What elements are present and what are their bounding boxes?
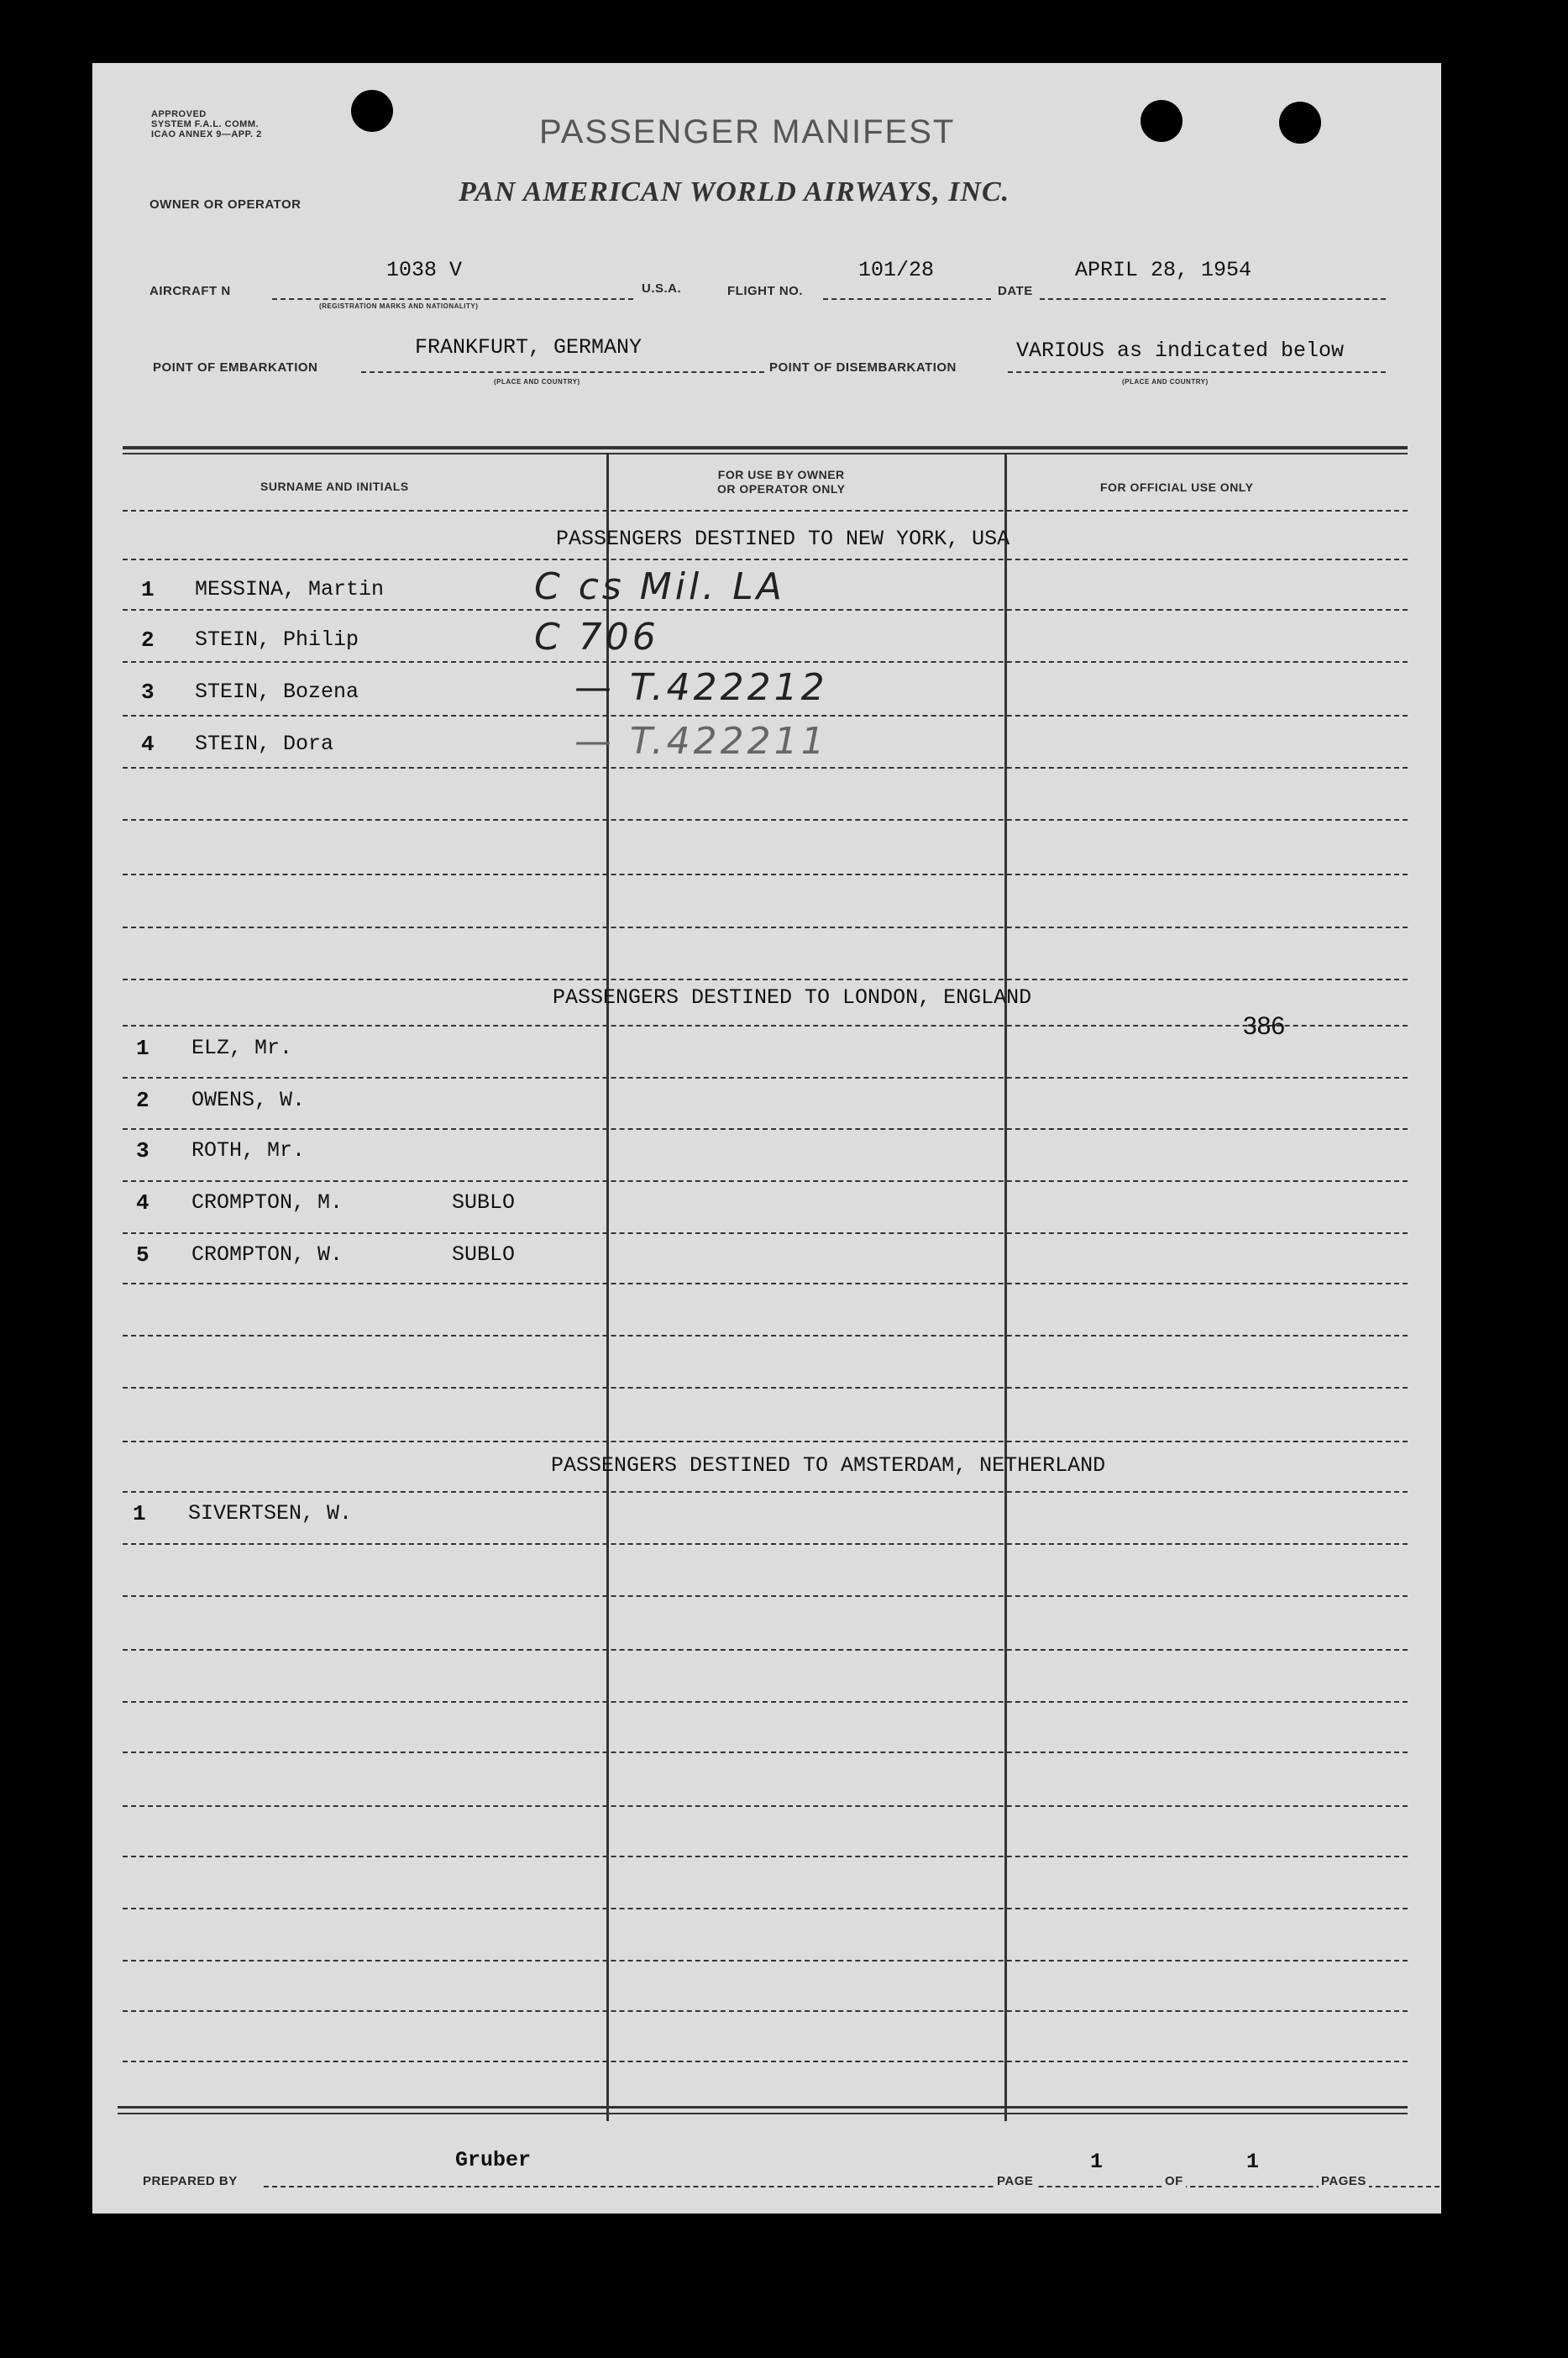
ruled-line xyxy=(123,609,1408,611)
of-label: OF xyxy=(1162,2174,1186,2188)
ruled-line xyxy=(123,767,1408,769)
ruled-line xyxy=(123,1387,1408,1389)
passenger-note: SUBLO xyxy=(452,1190,516,1215)
passenger-number: 4 xyxy=(141,732,155,757)
page-title: PASSENGER MANIFEST xyxy=(539,113,956,150)
approval-stamp: APPROVED SYSTEM F.A.L. COMM. ICAO ANNEX 9—APP. 2 xyxy=(151,109,262,139)
passenger-note: SUBLO xyxy=(452,1242,516,1267)
page-value: 1 xyxy=(1090,2150,1104,2174)
passenger-number: 1 xyxy=(136,1036,149,1061)
ruled-line xyxy=(123,1077,1408,1079)
ruled-line xyxy=(123,1856,1408,1857)
ruled-line xyxy=(123,1491,1408,1493)
embarkation-caption: (PLACE AND COUNTRY) xyxy=(494,378,580,386)
ruled-line xyxy=(123,661,1408,663)
ruled-line xyxy=(123,1128,1408,1130)
passenger-name: STEIN, Bozena xyxy=(195,680,359,704)
ruled-line xyxy=(123,1335,1408,1337)
passenger-name: ROTH, Mr. xyxy=(191,1138,306,1163)
ruled-line xyxy=(123,874,1408,875)
prepared-value: Gruber xyxy=(455,2148,532,2172)
ruled-line xyxy=(123,1701,1408,1703)
ruled-line xyxy=(123,1960,1408,1961)
flight-label: FLIGHT NO. xyxy=(727,284,803,298)
prepared-label: PREPARED BY xyxy=(143,2174,238,2188)
official-note: 386 xyxy=(1243,1012,1286,1040)
punch-hole xyxy=(351,90,393,132)
column-header-official: FOR OFFICIAL USE ONLY xyxy=(1100,481,1254,494)
ruled-line xyxy=(123,2010,1408,2012)
ruled-line xyxy=(123,1283,1408,1284)
passenger-number: 2 xyxy=(136,1088,149,1113)
operator-name: PAN AMERICAN WORLD AIRWAYS, INC. xyxy=(459,176,1010,207)
flight-value: 101/28 xyxy=(858,258,935,282)
date-label: DATE xyxy=(998,284,1033,298)
passenger-name: OWENS, W. xyxy=(191,1088,306,1112)
passenger-name: STEIN, Philip xyxy=(195,628,359,652)
handwritten-annotation: — T.422212 xyxy=(574,666,828,709)
ruled-line xyxy=(123,1180,1408,1182)
passenger-number: 4 xyxy=(136,1190,149,1216)
aircraft-caption: (REGISTRATION MARKS AND NATIONALITY) xyxy=(319,302,479,310)
ruled-line xyxy=(123,1908,1408,1909)
passenger-name: STEIN, Dora xyxy=(195,732,334,756)
of-value: 1 xyxy=(1246,2150,1260,2174)
ruled-line xyxy=(123,559,1408,560)
ruled-line xyxy=(123,927,1408,928)
passenger-number: 5 xyxy=(136,1242,149,1268)
ruled-line xyxy=(123,2061,1408,2062)
passenger-number: 3 xyxy=(136,1138,149,1163)
passenger-name: SIVERTSEN, W. xyxy=(188,1501,353,1526)
passenger-name: CROMPTON, M. xyxy=(191,1190,343,1215)
passenger-number: 1 xyxy=(133,1501,146,1526)
manifest-sheet xyxy=(92,63,1441,2214)
passenger-number: 1 xyxy=(141,577,155,602)
section-heading: PASSENGERS DESTINED TO LONDON, ENGLAND xyxy=(553,985,1032,1010)
punch-hole xyxy=(1279,102,1321,144)
passenger-number: 3 xyxy=(141,680,155,705)
aircraft-label: AIRCRAFT N xyxy=(149,284,231,298)
owner-label: OWNER OR OPERATOR xyxy=(149,197,302,212)
handwritten-annotation: C 706 xyxy=(534,616,659,659)
ruled-line xyxy=(123,715,1408,717)
disembarkation-value: VARIOUS as indicated below xyxy=(1016,339,1345,363)
disembarkation-label: POINT OF DISEMBARKATION xyxy=(769,360,957,375)
section-heading: PASSENGERS DESTINED TO AMSTERDAM, NETHERLAND xyxy=(551,1453,1106,1478)
embarkation-label: POINT OF EMBARKATION xyxy=(153,360,318,375)
passenger-name: ELZ, Mr. xyxy=(191,1036,293,1060)
ruled-line xyxy=(123,1232,1408,1234)
page-label: PAGE xyxy=(994,2174,1036,2188)
ruled-line xyxy=(123,1805,1408,1807)
passenger-number: 2 xyxy=(141,628,155,653)
ruled-line xyxy=(123,1595,1408,1597)
passenger-name: CROMPTON, W. xyxy=(191,1242,343,1267)
section-heading: PASSENGERS DESTINED TO NEW YORK, USA xyxy=(556,527,1010,551)
punch-hole xyxy=(1141,100,1183,142)
aircraft-value: 1038 V xyxy=(386,258,463,282)
handwritten-annotation: C cs Mil. LA xyxy=(534,565,785,608)
column-header-operator: FOR USE BY OWNER OR OPERATOR ONLY xyxy=(717,468,846,496)
ruled-line xyxy=(123,819,1408,821)
ruled-line xyxy=(123,1543,1408,1545)
ruled-line xyxy=(123,1751,1408,1753)
embarkation-value: FRANKFURT, GERMANY xyxy=(415,335,642,360)
ruled-line xyxy=(123,510,1408,512)
disembarkation-caption: (PLACE AND COUNTRY) xyxy=(1122,378,1209,386)
handwritten-annotation: — T.422211 xyxy=(574,720,828,763)
date-value: APRIL 28, 1954 xyxy=(1075,258,1252,282)
ruled-line xyxy=(123,979,1408,980)
passenger-name: MESSINA, Martin xyxy=(195,577,385,601)
column-header-surname: SURNAME AND INITIALS xyxy=(260,480,409,493)
ruled-line xyxy=(123,1441,1408,1442)
country-label: U.S.A. xyxy=(642,281,682,296)
pages-label: PAGES xyxy=(1319,2174,1369,2188)
ruled-line xyxy=(123,1025,1408,1027)
ruled-line xyxy=(123,1649,1408,1651)
